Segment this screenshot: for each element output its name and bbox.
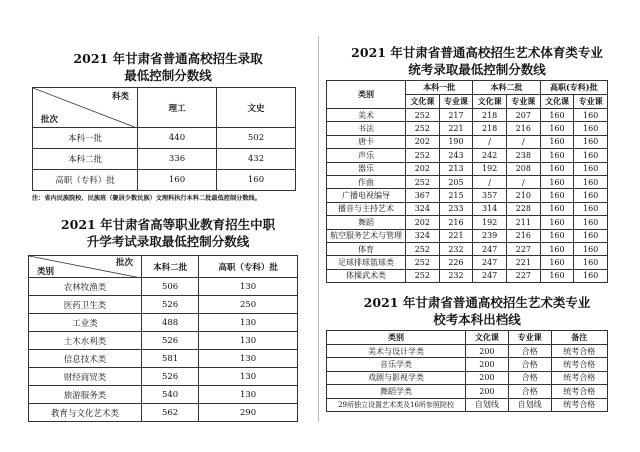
score-cell: 239 xyxy=(473,229,507,242)
table-row xyxy=(327,345,608,358)
score-cell: 130 xyxy=(199,350,298,368)
value-cell: 合格 xyxy=(508,385,551,398)
table-row xyxy=(29,386,298,404)
table-row xyxy=(327,371,608,384)
score-cell: 160 xyxy=(574,109,608,122)
score-cell: 252 xyxy=(406,149,440,162)
row-label: 作曲 xyxy=(327,175,406,188)
table-row xyxy=(327,242,608,255)
score-cell: 226 xyxy=(439,256,473,269)
score-cell: 160 xyxy=(574,202,608,215)
row-label: 广播电视编导 xyxy=(327,189,406,202)
row-label: 工业类 xyxy=(29,314,142,332)
score-cell: 160 xyxy=(574,122,608,135)
score-cell: 526 xyxy=(142,296,199,314)
table3-sub-culture: 文化课 xyxy=(540,95,574,109)
value-cell: 200 xyxy=(466,345,509,358)
score-cell: 242 xyxy=(473,149,507,162)
table-row xyxy=(327,256,608,269)
score-cell: 217 xyxy=(439,109,473,122)
table2-vocational-scores xyxy=(28,255,298,422)
score-cell: 216 xyxy=(439,216,473,229)
score-cell: 367 xyxy=(406,189,440,202)
table4-header-category: 类别 xyxy=(327,331,466,345)
score-cell: 160 xyxy=(574,216,608,229)
score-cell: / xyxy=(473,175,507,188)
table1-title-line2: 最低控制分数线 xyxy=(124,68,212,83)
score-cell: 221 xyxy=(439,229,473,242)
table2-title xyxy=(18,216,318,250)
score-cell: 160 xyxy=(540,189,574,202)
row-label: 29所独立设置艺术类及16所参照院校 xyxy=(327,398,466,411)
value-cell: 统考合格 xyxy=(551,398,607,411)
score-cell: 526 xyxy=(142,368,199,386)
score-cell: 233 xyxy=(439,202,473,215)
score-cell: 210 xyxy=(506,189,540,202)
score-cell: 238 xyxy=(506,149,540,162)
row-label: 本科二批 xyxy=(33,149,138,170)
score-cell: 205 xyxy=(439,175,473,188)
score-cell: 243 xyxy=(439,149,473,162)
score-cell: 250 xyxy=(199,296,298,314)
table2-title-line1: 2021 年甘肃省高等职业教育招生中职 xyxy=(60,217,276,232)
table-row xyxy=(327,189,608,202)
score-cell: 160 xyxy=(574,162,608,175)
score-cell: 160 xyxy=(540,269,574,282)
value-cell: 统考合格 xyxy=(551,345,607,358)
value-cell: 自划线 xyxy=(466,398,509,411)
table-row xyxy=(33,170,296,191)
table1-title-line1: 2021 年甘肃省普通高校招生录取 xyxy=(73,51,263,66)
score-cell: 160 xyxy=(540,175,574,188)
table-row xyxy=(33,149,296,170)
score-cell: 160 xyxy=(574,242,608,255)
row-label: 声乐 xyxy=(327,149,406,162)
score-cell: 221 xyxy=(439,122,473,135)
score-cell: 160 xyxy=(540,256,574,269)
score-cell: 202 xyxy=(406,162,440,175)
table-row xyxy=(29,368,298,386)
score-cell: 324 xyxy=(406,229,440,242)
table-row xyxy=(327,122,608,135)
value-cell: 统考合格 xyxy=(551,371,607,384)
table-row xyxy=(327,358,608,371)
score-cell: 232 xyxy=(439,242,473,255)
score-cell: 130 xyxy=(199,314,298,332)
score-cell: 357 xyxy=(473,189,507,202)
table3-group-vocational: 高职(专科)批 xyxy=(540,81,607,95)
score-cell: 160 xyxy=(574,256,608,269)
row-label: 播音与主持艺术 xyxy=(327,202,406,215)
value-cell: 200 xyxy=(466,371,509,384)
row-label: 书法 xyxy=(327,122,406,135)
score-cell: 207 xyxy=(506,109,540,122)
table1-admission-scores xyxy=(32,87,296,191)
score-cell: 202 xyxy=(406,135,440,148)
score-cell: 252 xyxy=(406,175,440,188)
score-cell: 160 xyxy=(574,175,608,188)
score-cell: 216 xyxy=(506,122,540,135)
score-cell: 211 xyxy=(506,216,540,229)
row-label: 音乐学类 xyxy=(327,358,466,371)
score-cell: 562 xyxy=(142,404,199,422)
score-cell: 160 xyxy=(540,229,574,242)
table1-diagonal-header xyxy=(33,88,138,128)
table1-note: 注：省内民族院校、民族班（聚居少数民族）文理科执行本科二批最低控制分数线。 xyxy=(32,195,261,202)
table3-art-sports-scores xyxy=(326,80,608,283)
score-cell: 208 xyxy=(506,162,540,175)
table3-sub-major: 专业课 xyxy=(574,95,608,109)
score-cell: 130 xyxy=(199,368,298,386)
score-cell: 192 xyxy=(473,162,507,175)
score-cell: 247 xyxy=(473,242,507,255)
table4-title-line2: 校考本科出档线 xyxy=(433,312,521,327)
score-cell: 506 xyxy=(142,278,199,296)
score-cell: / xyxy=(473,135,507,148)
table3-sub-major: 专业课 xyxy=(439,95,473,109)
table-row xyxy=(327,149,608,162)
score-cell: 290 xyxy=(199,404,298,422)
score-cell: 160 xyxy=(574,269,608,282)
table-row xyxy=(327,398,608,411)
table1-title xyxy=(18,50,318,84)
score-cell: 160 xyxy=(540,216,574,229)
row-label: 信息技术类 xyxy=(29,350,142,368)
score-cell: 252 xyxy=(406,122,440,135)
table-row xyxy=(327,109,608,122)
score-cell: 160 xyxy=(574,149,608,162)
row-label: 美术与设计学类 xyxy=(327,345,466,358)
score-cell: 232 xyxy=(439,269,473,282)
score-cell: 190 xyxy=(439,135,473,148)
score-cell: 213 xyxy=(439,162,473,175)
score-cell: 314 xyxy=(473,202,507,215)
table2-header-batch: 批次 xyxy=(115,258,133,268)
score-cell: 160 xyxy=(574,135,608,148)
score-cell: 247 xyxy=(473,269,507,282)
score-cell: 581 xyxy=(142,350,199,368)
score-cell: 324 xyxy=(406,202,440,215)
table2-col-undergrad2: 本科二批 xyxy=(142,256,199,278)
score-cell: 218 xyxy=(473,109,507,122)
table3-title xyxy=(322,44,632,78)
row-label: 高职（专科）批 xyxy=(33,170,138,191)
score-cell: 336 xyxy=(138,149,217,170)
column-divider xyxy=(318,36,319,422)
score-cell: 160 xyxy=(540,162,574,175)
table3-sub-culture: 文化课 xyxy=(406,95,440,109)
value-cell: 合格 xyxy=(508,371,551,384)
table2-header-category: 类别 xyxy=(37,267,55,277)
score-cell: 252 xyxy=(406,242,440,255)
value-cell: 200 xyxy=(466,385,509,398)
row-label: 足球排球篮球类 xyxy=(327,256,406,269)
table3-sub-major: 专业课 xyxy=(506,95,540,109)
row-label: 财经商贸类 xyxy=(29,368,142,386)
score-cell: 218 xyxy=(473,122,507,135)
table2-col-vocational: 高职（专科）批 xyxy=(199,256,298,278)
value-cell: 统考合格 xyxy=(551,358,607,371)
row-label: 旅游服务类 xyxy=(29,386,142,404)
table4-title xyxy=(322,294,632,328)
score-cell: 221 xyxy=(506,256,540,269)
score-cell: 160 xyxy=(574,189,608,202)
score-cell: / xyxy=(506,135,540,148)
table-row xyxy=(29,296,298,314)
score-cell: 160 xyxy=(540,109,574,122)
table3-group-undergrad2: 本科二批 xyxy=(473,81,540,95)
row-label: 器乐 xyxy=(327,162,406,175)
table3-group-undergrad1: 本科一批 xyxy=(406,81,473,95)
score-cell: 160 xyxy=(217,170,296,191)
score-cell: 227 xyxy=(506,242,540,255)
table-row xyxy=(29,350,298,368)
score-cell: 130 xyxy=(199,386,298,404)
table4-title-line1: 2021 年甘肃省普通高校招生艺术类专业 xyxy=(363,295,591,310)
table-row xyxy=(327,269,608,282)
row-label: 体育 xyxy=(327,242,406,255)
score-cell: 227 xyxy=(506,269,540,282)
score-cell: 432 xyxy=(217,149,296,170)
value-cell: 自划线 xyxy=(508,398,551,411)
score-cell: 130 xyxy=(199,332,298,350)
table-row xyxy=(327,175,608,188)
row-label: 农林牧渔类 xyxy=(29,278,142,296)
row-label: 本科一批 xyxy=(33,128,138,149)
value-cell: 合格 xyxy=(508,345,551,358)
score-cell: 247 xyxy=(473,256,507,269)
table-row xyxy=(33,128,296,149)
score-cell: 526 xyxy=(142,332,199,350)
score-cell: 160 xyxy=(540,202,574,215)
score-cell: 540 xyxy=(142,386,199,404)
score-cell: 160 xyxy=(574,229,608,242)
row-label: 航空服务艺术与管理 xyxy=(327,229,406,242)
row-label: 唐卡 xyxy=(327,135,406,148)
score-cell: 160 xyxy=(540,149,574,162)
score-cell: / xyxy=(506,175,540,188)
table4-header-culture: 文化课 xyxy=(466,331,509,345)
score-cell: 252 xyxy=(406,256,440,269)
table3-body xyxy=(327,109,608,283)
row-label: 美术 xyxy=(327,109,406,122)
row-label: 戏剧与影视学类 xyxy=(327,371,466,384)
row-label: 舞蹈 xyxy=(327,216,406,229)
table-row xyxy=(29,278,298,296)
table1-col-science: 理工 xyxy=(138,88,217,128)
score-cell: 215 xyxy=(439,189,473,202)
row-label: 医药卫生类 xyxy=(29,296,142,314)
table4-school-exam-lines xyxy=(326,330,608,412)
table-row xyxy=(29,332,298,350)
score-cell: 160 xyxy=(540,242,574,255)
table4-header-major: 专业课 xyxy=(508,331,551,345)
table3-title-line1: 2021 年甘肃省普通高校招生艺术体育类专业 xyxy=(351,45,603,60)
table4-body xyxy=(327,345,608,412)
table-row xyxy=(327,385,608,398)
score-cell: 160 xyxy=(138,170,217,191)
table4-header-note: 备注 xyxy=(551,331,607,345)
score-cell: 192 xyxy=(473,216,507,229)
score-cell: 202 xyxy=(406,216,440,229)
row-label: 体操武术类 xyxy=(327,269,406,282)
table3-title-line2: 统考录取最低控制分数线 xyxy=(408,62,546,77)
table2-diagonal-header xyxy=(29,256,142,278)
table-row xyxy=(29,404,298,422)
row-label: 教育与文化艺术类 xyxy=(29,404,142,422)
score-cell: 160 xyxy=(540,135,574,148)
value-cell: 合格 xyxy=(508,358,551,371)
table-row xyxy=(327,162,608,175)
row-label: 土木水利类 xyxy=(29,332,142,350)
score-cell: 252 xyxy=(406,109,440,122)
score-cell: 216 xyxy=(506,229,540,242)
table-row xyxy=(29,314,298,332)
score-cell: 228 xyxy=(506,202,540,215)
score-cell: 440 xyxy=(138,128,217,149)
table3-sub-culture: 文化课 xyxy=(473,95,507,109)
value-cell: 200 xyxy=(466,358,509,371)
table1-col-liberal-arts: 文史 xyxy=(217,88,296,128)
score-cell: 130 xyxy=(199,278,298,296)
table1-header-batch: 批次 xyxy=(41,115,59,125)
value-cell: 统考合格 xyxy=(551,385,607,398)
score-cell: 160 xyxy=(540,122,574,135)
score-cell: 488 xyxy=(142,314,199,332)
table-row xyxy=(327,229,608,242)
table2-title-line2: 升学考试录取最低控制分数线 xyxy=(86,234,250,249)
table-row xyxy=(327,202,608,215)
score-cell: 502 xyxy=(217,128,296,149)
row-label: 舞蹈学类 xyxy=(327,385,466,398)
table-row xyxy=(327,135,608,148)
table-row xyxy=(327,216,608,229)
table3-header-category: 类别 xyxy=(327,81,406,109)
table1-header-category: 科类 xyxy=(111,92,129,102)
score-cell: 252 xyxy=(406,269,440,282)
